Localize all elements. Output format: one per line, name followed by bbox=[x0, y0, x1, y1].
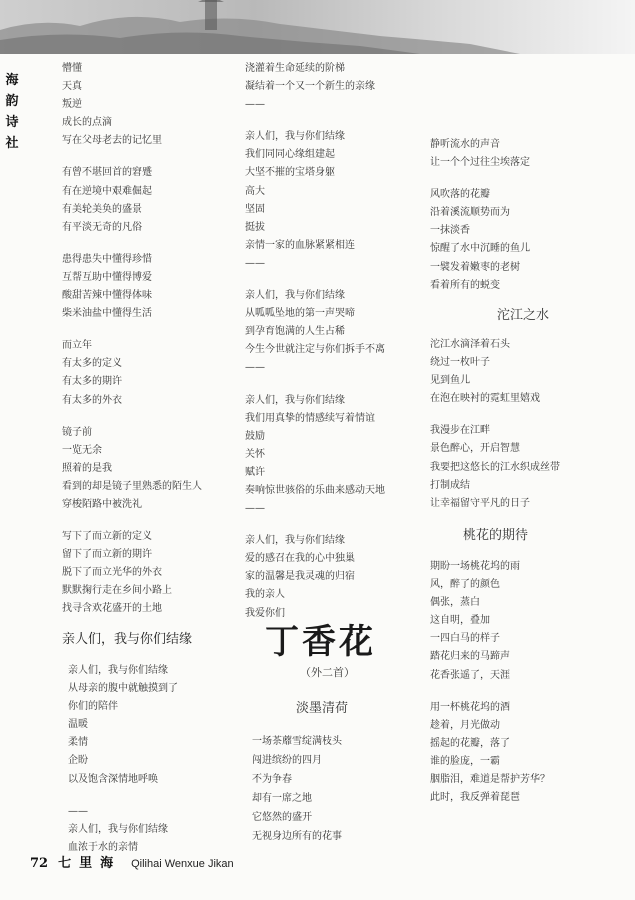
poem-line: 静听流水的声音 bbox=[430, 139, 500, 150]
poem-line: 柴米油盐中懂得生活 bbox=[62, 308, 152, 320]
stanza-gap bbox=[245, 518, 385, 532]
poem-line: 这自明，叠加 bbox=[430, 615, 490, 627]
poem-line: 温暖 bbox=[68, 719, 88, 731]
poem-line: 趁着，月光做动 bbox=[430, 719, 500, 731]
poem-line: 偶张，蒸白 bbox=[430, 597, 480, 609]
poem-line: 不为争春 bbox=[252, 774, 292, 785]
poem-title-dingxiang: 丁香花 bbox=[265, 622, 376, 662]
poem-line: 亲人们，我与你们结缘 bbox=[68, 823, 168, 835]
stanza-gap bbox=[62, 410, 202, 424]
poem-line: 默默掬行走在乡间小路上 bbox=[62, 585, 172, 597]
poem-line: 亲人们，我与你们结缘 bbox=[245, 131, 345, 143]
column-label-char: 社 bbox=[5, 136, 19, 151]
poem-line: —— bbox=[245, 503, 265, 515]
poem-line: 挺拔 bbox=[245, 221, 265, 233]
poem-line: 镜子前 bbox=[62, 426, 92, 438]
poem-line: 此时，我反弹着琵琶 bbox=[430, 792, 520, 804]
poem-line: 风吹落的花瓣 bbox=[430, 189, 490, 201]
poem-line: 亲人们，我与你们结缘 bbox=[68, 665, 168, 676]
poem-column-right-top bbox=[430, 136, 530, 295]
poem-line: 一览无余 bbox=[62, 444, 102, 456]
column-label-char: 诗 bbox=[5, 115, 19, 130]
poem-line: 一场茶蘼雪绽满枝头 bbox=[252, 736, 342, 747]
poem-line: 一襞发着嫩枣的老树 bbox=[430, 261, 520, 273]
column-label bbox=[4, 70, 20, 154]
column-label-char: 韵 bbox=[5, 94, 19, 109]
poem-column-left bbox=[62, 60, 202, 619]
stanza-gap bbox=[62, 323, 202, 337]
poem-line: 从呱呱坠地的第一声哭啼 bbox=[245, 308, 355, 320]
poem-line: 一四白马的样子 bbox=[430, 633, 500, 645]
poem-line: 今生今世就注定与你们拆手不离 bbox=[245, 344, 385, 356]
poem-line: —— bbox=[245, 257, 265, 269]
poem-line: 摇起的花瓣，落了 bbox=[430, 737, 510, 749]
stanza-gap bbox=[430, 408, 560, 422]
poem-line: 天真 bbox=[62, 81, 82, 93]
poem-line: 亲人们，我与你们结缘 bbox=[245, 394, 345, 406]
poem-line: 闯进缤纷的四月 bbox=[252, 755, 322, 766]
page-footer bbox=[30, 852, 234, 871]
poem-line: 看着所有的蜕变 bbox=[430, 279, 500, 291]
poem-line: 有太多的期许 bbox=[62, 376, 122, 388]
poem-subtitle: （外二首） bbox=[300, 666, 355, 679]
poem-line: 我们用真挚的情感续写着情谊 bbox=[245, 412, 375, 424]
poem-line: 有平淡无奇的凡俗 bbox=[62, 221, 142, 233]
poem-line: 留下了而立新的期许 bbox=[62, 549, 152, 561]
poem-taohua-body bbox=[430, 558, 550, 807]
poem-line: 以及饱含深情地呼唤 bbox=[68, 773, 158, 785]
stanza-gap bbox=[62, 237, 202, 251]
poem-line: 血浓于水的亲情 bbox=[68, 841, 138, 853]
poem-line: 亲情一家的血脉紧紧相连 bbox=[245, 239, 355, 251]
poem-line: 有太多的外衣 bbox=[62, 394, 122, 406]
poem-line: 找寻含欢花盛开的土地 bbox=[62, 603, 162, 615]
poem-line: 在泡在映衬的霓虹里嬉戏 bbox=[430, 393, 540, 405]
poem-line: 我的亲人 bbox=[245, 589, 285, 601]
poem-line: 我漫步在江畔 bbox=[430, 425, 490, 437]
poem-line: 它悠然的盛开 bbox=[252, 812, 312, 823]
poem-line: 坚固 bbox=[245, 203, 265, 215]
poem-line: 风，醉了的颜色 bbox=[430, 579, 500, 591]
poem-line: 而立年 bbox=[62, 340, 92, 352]
poem-title-family: 亲人们，我与你们结缘 bbox=[62, 632, 193, 647]
magazine-name: 七里海 bbox=[58, 856, 122, 871]
poem-line: 谁的脸庞，一霸 bbox=[430, 755, 500, 767]
poem-line: 花香张遥了，天涯 bbox=[430, 669, 510, 681]
poem-line: 有在逆境中艰难倔起 bbox=[62, 185, 152, 197]
poem-line: 到孕育饱满的人生占稀 bbox=[245, 326, 345, 338]
stanza-gap bbox=[430, 172, 530, 186]
poem-line: 懵懂 bbox=[62, 63, 82, 74]
stanza-gap bbox=[62, 514, 202, 528]
page-number: 72 bbox=[30, 856, 49, 871]
poem-line: 鼓励 bbox=[245, 430, 265, 442]
poem-line: 沿着溪流顺势而为 bbox=[430, 207, 510, 219]
poem-dingxiang-body bbox=[252, 732, 342, 846]
poem-line: —— bbox=[68, 805, 88, 817]
poem-line: 打制成结 bbox=[430, 479, 470, 491]
poem-line: 一抹淡香 bbox=[430, 225, 470, 237]
poem-line: 我要把这悠长的江水织成丝带 bbox=[430, 461, 560, 473]
poem-line: 凝结着一个又一个新生的亲缘 bbox=[245, 81, 375, 93]
poem-line: 期盼一场桃花坞的雨 bbox=[430, 561, 520, 572]
poem-line: 大坚不摧的宝塔身躯 bbox=[245, 167, 335, 179]
poem-line: 看到的却是镜子里熟悉的陌生人 bbox=[62, 480, 202, 492]
poem-line: 有美轮美奂的盛景 bbox=[62, 203, 142, 215]
poem-line: 让一个个过往尘埃落定 bbox=[430, 157, 530, 169]
poem-tuojiang-body bbox=[430, 336, 560, 513]
poem-line: 高大 bbox=[245, 185, 265, 197]
poem-line: 家的温馨是我灵魂的归宿 bbox=[245, 571, 355, 583]
poem-title-taohua: 桃花的期待 bbox=[463, 528, 529, 543]
poem-line: 赋许 bbox=[245, 466, 265, 478]
poem-line: 亲人们，我与你们结缘 bbox=[245, 535, 345, 547]
poem-line: 亲人们，我与你们结缘 bbox=[245, 290, 345, 302]
author-name: 淡墨清荷 bbox=[296, 701, 349, 716]
poem-line: 浇灌着生命延续的阶梯 bbox=[245, 63, 345, 74]
poem-line: 胭脂泪，难道是帮护芳华？ bbox=[430, 774, 550, 786]
poem-title-tuojiang: 沱江之水 bbox=[497, 308, 550, 323]
poem-line: 奏响惊世骇俗的乐曲来感动天地 bbox=[245, 484, 385, 496]
poem-line: 用一杯桃花坞的酒 bbox=[430, 701, 510, 713]
poem-line: 有曾不堪回首的窘蹙 bbox=[62, 167, 152, 179]
poem-line: 我们同同心缘组建起 bbox=[245, 149, 335, 161]
poem-line: 惊醒了水中沉睡的鱼儿 bbox=[430, 243, 530, 255]
poem-line: 你们的陪伴 bbox=[68, 701, 118, 713]
poem-line: 成长的点滴 bbox=[62, 117, 112, 129]
poem-line: 绕过一枚叶子 bbox=[430, 357, 490, 369]
poem-line: 患得患失中懂得珍惜 bbox=[62, 253, 152, 265]
poem-line: 爱的感召在我的心中独巢 bbox=[245, 553, 355, 565]
stanza-gap bbox=[430, 685, 550, 699]
poem-line: 写下了而立新的定义 bbox=[62, 531, 152, 543]
poem-line: 柔情 bbox=[68, 737, 88, 749]
poem-line: 却有一席之地 bbox=[252, 793, 312, 804]
poem-line: 照着的是我 bbox=[62, 462, 112, 474]
poem-line: —— bbox=[245, 362, 265, 374]
column-label-char: 海 bbox=[5, 73, 19, 88]
stanza-gap bbox=[245, 114, 385, 128]
poem-line: 写在父母老去的记忆里 bbox=[62, 135, 162, 147]
magazine-name-english: Qilihai Wenxue Jikan bbox=[131, 858, 234, 870]
poem-line: 景色醉心，开启智慧 bbox=[430, 443, 520, 455]
landscape-banner-image bbox=[0, 0, 635, 54]
poem-line: 脱下了而立光华的外衣 bbox=[62, 567, 162, 579]
poem-line: 我爱你们 bbox=[245, 607, 285, 619]
poem-line: 沱江水滴泽着石头 bbox=[430, 339, 510, 350]
poem-line: 有太多的定义 bbox=[62, 358, 122, 370]
poem-family-body bbox=[68, 662, 178, 857]
poem-line: 无视身边所有的花事 bbox=[252, 831, 342, 842]
poem-line: 让幸福留守平凡的日子 bbox=[430, 497, 530, 509]
poem-line: 互帮互助中懂得博爱 bbox=[62, 271, 152, 283]
poem-line: 踏花归来的马蹄声 bbox=[430, 651, 510, 663]
header-banner bbox=[0, 0, 635, 54]
poem-line: 从母亲的腹中就触摸到了 bbox=[68, 683, 178, 695]
poem-column-middle bbox=[245, 60, 385, 623]
poem-line: 叛逆 bbox=[62, 99, 82, 111]
poem-line: 见到鱼儿 bbox=[430, 375, 470, 387]
stanza-gap bbox=[62, 150, 202, 164]
stanza-gap bbox=[245, 378, 385, 392]
poem-line: 企盼 bbox=[68, 755, 88, 767]
stanza-gap bbox=[245, 273, 385, 287]
poem-line: 关怀 bbox=[245, 448, 265, 460]
poem-line: 酸甜苦辣中懂得体味 bbox=[62, 290, 152, 302]
stanza-gap bbox=[68, 789, 178, 803]
poem-line: 穿梭陌路中被洗礼 bbox=[62, 498, 142, 510]
poem-line: —— bbox=[245, 99, 265, 111]
